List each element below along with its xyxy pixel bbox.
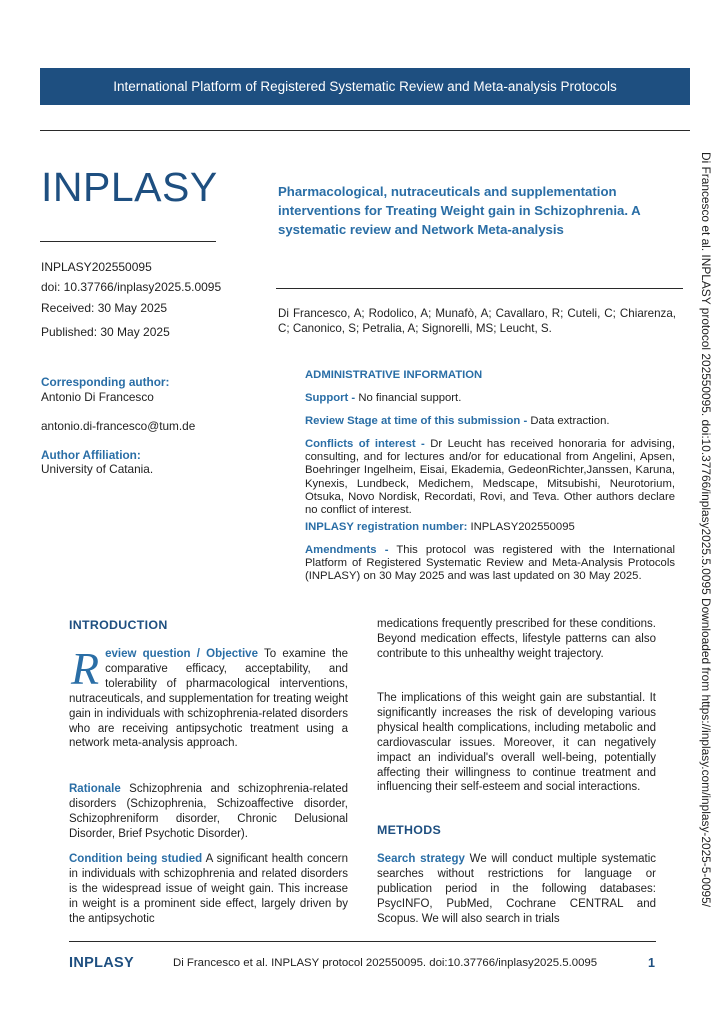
introduction-heading: INTRODUCTION [69,618,168,632]
admin-heading [305,369,675,382]
banner-text: International Platform of Registered Systematic Review and Meta-analysis Protocols [113,79,617,94]
admin-heading-text: ADMINISTRATIVE INFORMATION [305,369,483,381]
rationale-text: Schizophrenia and schizophrenia-related disorders (Schizophrenia, Schizoaffective disorder, Schizophreniform disorder, Chronic Delusional Disorder, Brief Psychotic Disorder). [69,783,348,840]
footer-logo: INPLASY [69,955,134,971]
affiliation-heading: Author Affiliation: [41,448,141,462]
registration-number-value: INPLASY202550095 [467,521,575,533]
published-date: Published: 30 May 2025 [41,325,170,339]
title-rule [276,288,683,289]
weight-gain-paragraph-2: The implications of this weight gain are substantial. It significantly increases the risk of developing various physical health complications, including metabolic and cardiovascular issues. Moreover, it can negatively impact an individual's overall well-being, potentially affecting their willingness to continue treatment and influencing their self-esteem and social interactions. [377,692,656,794]
methods-heading: METHODS [377,823,442,837]
footer-citation: Di Francesco et al. INPLASY protocol 202550095. doi:10.37766/inplasy2025.5.0095 [173,957,598,969]
header-rule [40,130,690,131]
conflicts-value: Dr Leucht has received honoraria for advising, consulting, and for lectures and/or for educational from Angelini, Apsen, Boehringer Ingelheim, Eisai, Ekademia, GedeonRichter,Janssen, Karuna, Kynexis, Lundbeck, Medichem, Medscape, Mitsubishi, Neurotorium, Otsuka, Novo Nordisk, Recordati, Rovi, and Teva. Other authors declare no conflict of interest. [305,438,675,517]
corresponding-author-heading: Corresponding author: [41,375,170,389]
support-row [305,392,675,405]
inplasy-logo: INPLASY [41,164,218,210]
amendments-row [305,544,675,584]
side-citation: Di Francesco et al. INPLASY protocol 202550095. doi:10.37766/inplasy2025.5.0095 Downloaded from https://inplasy.com/inplasy-2025-5-0095/ [699,152,713,908]
doi[interactable]: doi: 10.37766/inplasy2025.5.0095 [41,280,222,294]
review-question-label: eview question / Objective [105,648,258,660]
condition-text: A significant health concern in individuals with schizophrenia and related disorders is the widespread issue of weight gain. This increase in weight is a prominent side effect, largely driven by the antipsychotic [69,853,348,925]
amendments-value: This protocol was registered with the International Platform of Registered Systematic Review and Meta-Analysis Protocols (INPLASY) on 30 May 2025 and was last updated on 30 May 2025. [305,544,675,583]
affiliation-value: University of Catania. [41,462,154,476]
review-question-paragraph [69,643,349,751]
header-banner [40,68,690,105]
review-stage-label: Review Stage at time of this submission - [305,415,528,427]
search-strategy-text: We will conduct multiple systematic searches without restrictions for language or publication period in the following databases: PsycINFO, PubMed, Cochrane CENTRAL and Scopus. We will also search in trials [377,853,657,925]
condition-paragraph [69,852,348,927]
support-value: No financial support. [355,392,462,404]
registration-number-label: INPLASY registration number: [305,521,468,533]
corresponding-author-name: Antonio Di Francesco [41,390,154,404]
corresponding-author-email[interactable]: antonio.di-francesco@tum.de [41,419,196,433]
amendments-label: Amendments - [305,544,389,556]
search-strategy-label: Search strategy [377,853,465,865]
article-title: Pharmacological, nutraceuticals and supplementation interventions for Treating Weight gain in Schizophrenia. A systematic review and Network Meta-analysis [278,184,641,237]
footer-rule [69,941,656,942]
received-date: Received: 30 May 2025 [41,301,168,315]
page-number: 1 [648,956,655,970]
weight-gain-paragraph-1: medications frequently prescribed for these conditions. Beyond medication effects, lifestyle patterns can also contribute to this unhealthy weight trajectory. [377,618,656,660]
conflicts-row [305,438,675,517]
support-label: Support - [305,392,356,404]
condition-label: Condition being studied [69,853,203,865]
drop-cap: R [71,643,100,694]
review-question-text: To examine the comparative efficacy, acceptability, and tolerability of pharmacological interventions, nutraceuticals, and supplementation for treating weight gain in individuals with schizophrenia-related disorders who are receiving antipsychotic treatment using a network meta-analysis approach. [69,648,349,750]
conflicts-label: Conflicts of interest - [305,438,425,450]
review-stage-value: Data extraction. [527,415,610,427]
registration-number-row [305,521,675,534]
registration-id: INPLASY202550095 [41,260,152,274]
logo-rule [40,241,216,242]
review-stage-row [305,415,675,428]
search-strategy-paragraph [377,852,656,927]
rationale-label: Rationale [69,783,121,795]
author-list: Di Francesco, A; Rodolico, A; Munafò, A; Cavallaro, R; Cuteli, C; Chiarenza, C; Canonico, S; Petralia, A; Signorelli, MS; Leucht, S. [278,307,676,335]
rationale-paragraph [69,782,348,842]
